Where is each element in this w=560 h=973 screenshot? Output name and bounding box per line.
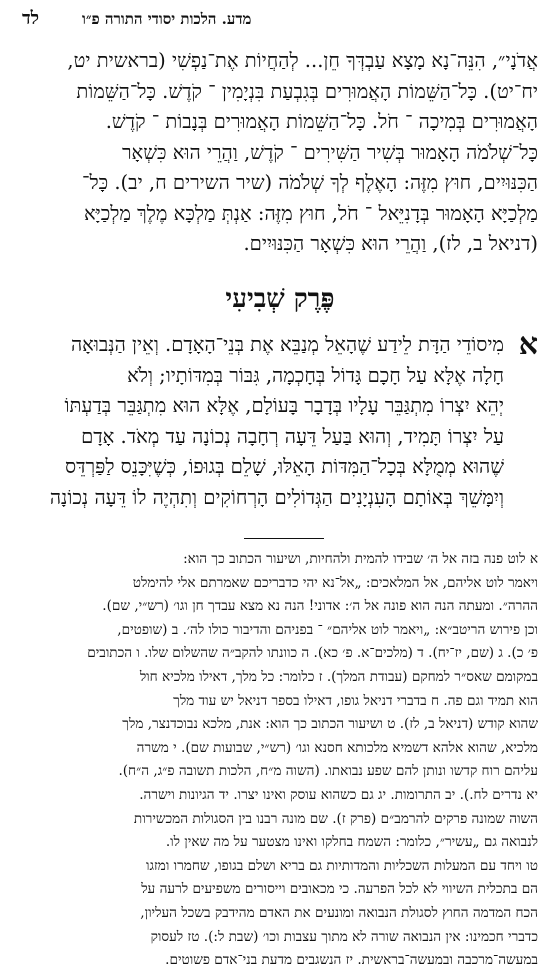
chapter-text-line: שֶׁהוּא מְמֻלָּא בְּכָל־הַמִּדּוֹת הָאֵלּוּ, שָׁלֵם בְּגוּפוֹ, כְּשֶׁיִּכָּנֵס לַפַּרְדֵּס xyxy=(65,455,504,478)
footnote-line: טו ויחד עם המעלות השכליות והמדותיות גם בריא ושלם בגופו, שחמרו ומזגו xyxy=(146,857,538,874)
footnote-line: הם בתכלית השיווי לא לכל הפרעה. כי מכאובים וייסורים משפיעים לרעה על xyxy=(141,881,538,898)
running-title: מדע. הלכות יסודי התורה פ״ו xyxy=(82,10,252,28)
main-text-line: (דניאל ב, לז), וַהֲרֵי הוּא כִּשְׁאָר הַכִּנּוּיִים. xyxy=(243,232,538,255)
footnote-line: כדברי חכמינו: אין הנבואה שורה לא מתוך עצבות וכו׳ (שבת ל:). טז לעסוק xyxy=(150,928,538,945)
running-header xyxy=(22,10,538,34)
chapter-text-line: וְיִמָּשֵׁךְ בְּאוֹתָם הָעִנְיָנִים הַגְּדוֹלִים הָרְחוֹקִים וְתִהְיֶה לוֹ דֵּעָה נְכוֹנָה xyxy=(49,485,504,509)
main-text-line: מַלְכַיָּא הָאָמוּר בְּדָנִיֵּאל ־ חֹל, חוּץ מִזֶּה: אַנְתְּ מַלְכָּא מֶלֶךְ מַלְכַיָּא xyxy=(83,201,538,225)
main-text-line: הַכִּנּוּיִים, חוּץ מִזֶּה: הָאֶלֶף לְךָ שְׁלֹמֹה (שיר השירים ח, יב). כָּל־ xyxy=(82,171,538,194)
page-number: לד xyxy=(22,8,40,29)
main-text-line: יח־יט). כָּל־הַשֵּׁמוֹת הָאֲמוּרִים בְּגִבְעַת בִּנְיָמִין ־ קֹדֶשׁ. כָּל־הַשֵּׁמוֹת xyxy=(76,79,538,103)
main-text-continuation xyxy=(26,46,538,260)
footnote-line: יא נדרים לח.). יב התרומות. יג גם כשהוא עוסק ואינו יצרו. יד הגיונות וישרה. xyxy=(139,786,538,803)
footnote-line: וכן פירוש הריטב״א: „ויאמר לוט אליהם״ ־ בפניהם והדיבור כולו לה׳. ב (שופטים, xyxy=(117,621,538,638)
footnote-line: השוה שמונה פרקים להרמב״ם (פרק ז). שם מונה רבנו בין הסגולות המכשירות xyxy=(133,810,538,827)
main-text-line: אֲדֹנָי״, הִנֵּה־נָא מָצָא עַבְדְּךָ חֵן... לְהַחֲיוֹת אֶת־נַפְשִׁי (בראשית יט, xyxy=(67,49,538,72)
footnote-line: שהוא קודש (דניאל ב, לז). ט ושיעור הכתוב כך הוא: אנת, מלכא נבוכדנצר, מלך xyxy=(122,716,538,733)
main-text-line: הָאֲמוּרִים בְּמִיכָה ־ חֹל. כָּל־הַשֵּׁמוֹת הָאֲמוּרִים בְּנָבוֹת ־ קֹדֶשׁ. xyxy=(105,110,538,133)
book-page xyxy=(22,0,538,969)
footnote-line: א לוט פנה בזה אל ה׳ שבידו להמית ולהחיות, ושיעור הכתוב כך הוא: xyxy=(183,551,538,567)
footnotes-section xyxy=(22,548,538,973)
main-text-line: כָּל־שְׁלֹמֹה הָאָמוּר בְּשִׁיר הַשִּׁירִים ־ קֹדֶשׁ, וַהֲרֵי הוּא כִּשְׁאָר xyxy=(121,140,538,164)
halacha-number: א xyxy=(518,327,538,362)
chapter-lines xyxy=(22,330,504,513)
chapter-text-line: יְהֵא יִצְרוֹ מִתְגַּבֵּר עָלָיו בְּדָבָר בָּעוֹלָם, אֶלָּא הוּא מִתְגַּבֵּר בְּדַעְתּוֹ xyxy=(64,394,504,417)
footnote-line: פ׳ כ). ג (שם, יז־יח). ד (מלכים־א. פ׳ כא). ה כוונתו להקב״ה שהשלום שלו. ו הכתובים xyxy=(87,645,538,662)
chapter-text-line: חָלָה אֶלָּא עַל חָכָם גָּדוֹל בְּחָכְמָה, גִּבּוֹר בְּמִדּוֹתָיו; וְלֹא xyxy=(127,363,504,387)
footnote-divider xyxy=(244,538,324,539)
footnote-line: ההרה״. ומעתה הנה הוא פונה אל ה׳: אדוני! הנה נא מצא עבדך חן וגו׳ (רש״י, שם). xyxy=(102,598,538,615)
footnote-line: לנבואה גם „עשיר״, כלומר: השמח בחלקו ואינו מצטער על מה שאין לו. xyxy=(165,834,538,851)
footnote-line: במקומם שאס״ר למחקם (עבודת המלך). ז כלומר: כל מלך, דאילו מלכיא חול xyxy=(139,668,538,685)
chapter-text-line: עַל יִצְרוֹ תָּמִיד, וְהוּא בַּעַל דֵּעָה רְחָבָה נְכוֹנָה עַד מְאֹד. אָדָם xyxy=(81,424,504,448)
footnote-line: ויאמר לוט אליהם, אל המלאכים: „אל־נא יהי כדבריכם שאמרתם אלי להימלט xyxy=(132,574,538,591)
footnote-line: עליהם רוח קדשו ונותן להם שפע נבואתו. (השוה מ״ח, הלכות תשובה פ״ג, ה״ח). xyxy=(118,763,538,780)
footnote-line: במעשה־מרכבה ובמעשה־בראשית. יז הנשגבים מדעת בני־אדם פשוטים. xyxy=(165,952,538,969)
chapter-text-line: מִיסוֹדֵי הַדָּת לֵידַע שֶׁהָאֵל מְנַבֵּא אֶת בְּנֵי־הָאָדָם. וְאֵין הַנְּבוּאָה xyxy=(70,333,504,356)
footnote-line: הכח המדמה החוץ לסגולת הנבואה ומונעים את האדם מהידבק בשכל העליון, xyxy=(140,904,538,921)
footnote-line: הוא תמיד וגם פה. ח בדברי דניאל גופו, דאילו בספר דניאל יש עוד מלך xyxy=(173,692,538,709)
footnote-line: מלכיא, שהוא אלהא דשמיא מלכותא חסנא וגו׳ (רש״י, שבועות שם). י משרה xyxy=(136,739,538,756)
chapter-heading: פֶּרֶק שְׁבִיעִי xyxy=(225,284,335,314)
